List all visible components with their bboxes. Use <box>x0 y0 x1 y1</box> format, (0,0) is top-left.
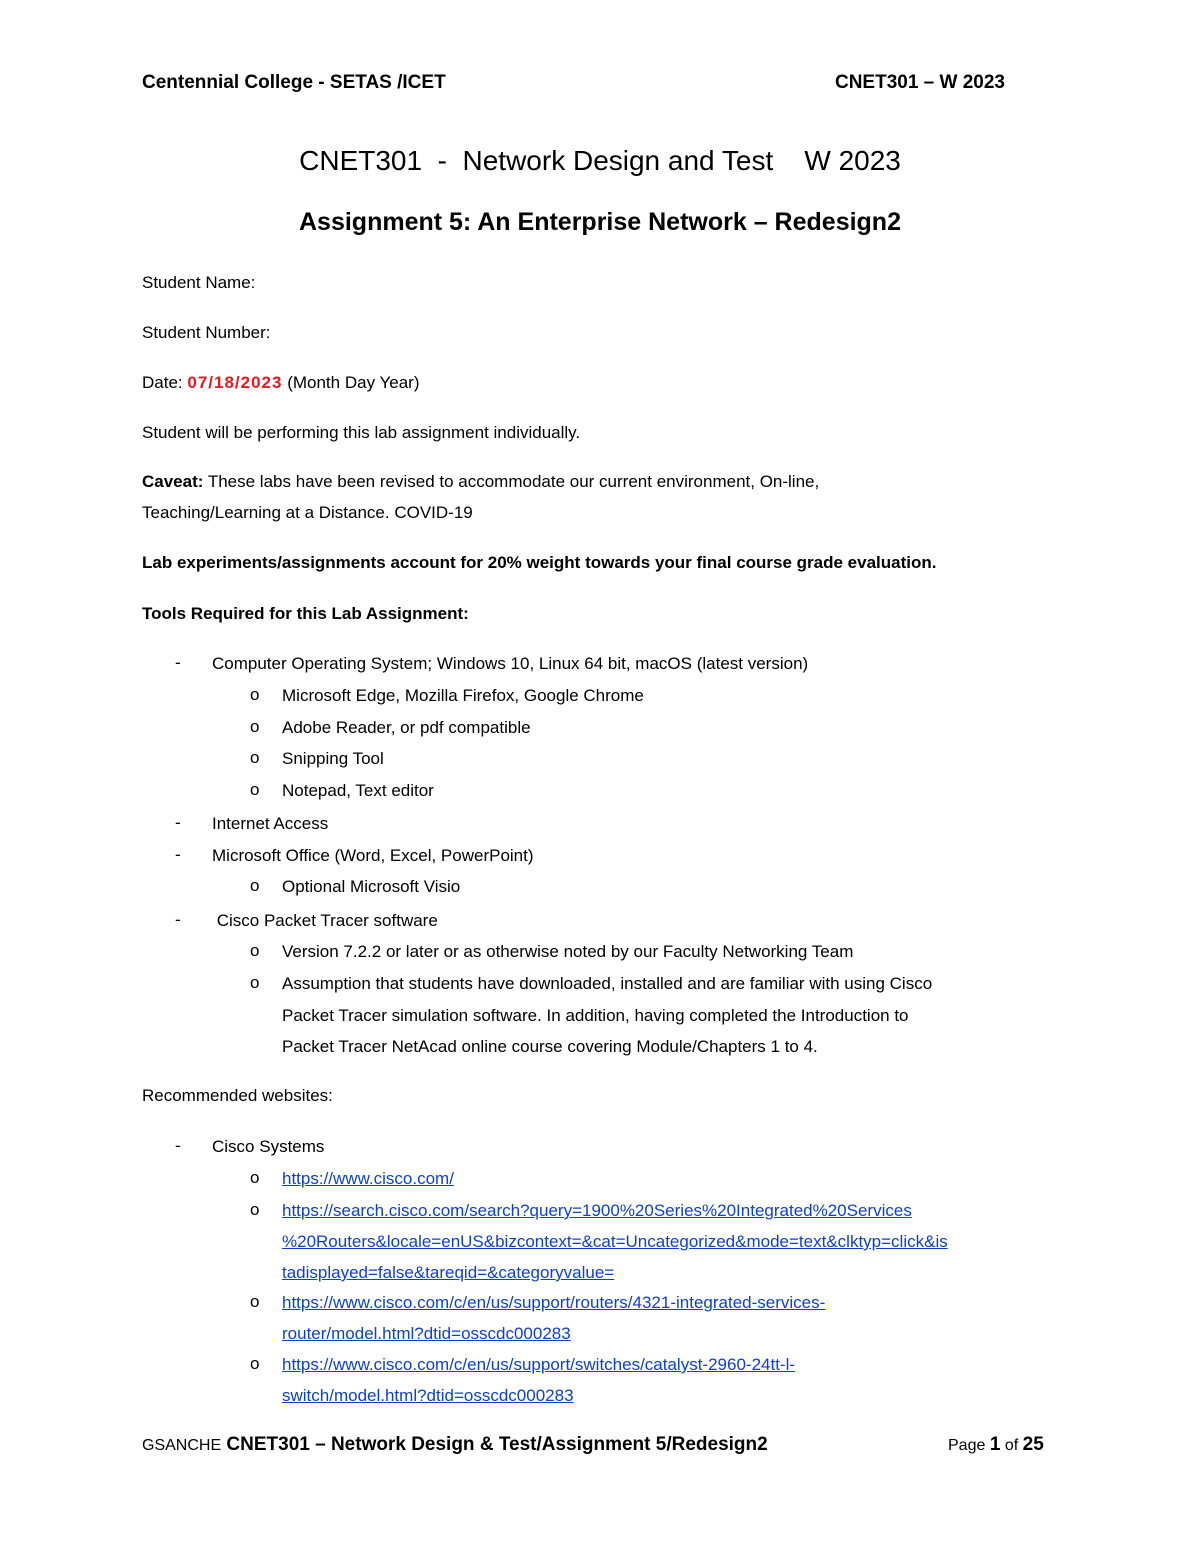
footer-page-total: 25 <box>1022 1434 1044 1455</box>
tool-os: Computer Operating System; Windows 10, Linux 64 bit, macOS (latest version) <box>212 654 809 673</box>
bullet-dash: - <box>175 1136 181 1155</box>
link-cisco-search-3[interactable]: tadisplayed=false&tareqid=&categoryvalue= <box>282 1263 615 1282</box>
caveat-label: Caveat: <box>142 472 204 491</box>
link-cisco-search-2[interactable]: %20Routers&locale=enUS&bizcontext=&cat=Uncategorized&mode=text&clktyp=click&is <box>282 1232 948 1251</box>
bullet-o: o <box>250 941 260 960</box>
websites-heading: Recommended websites: <box>142 1086 333 1105</box>
bullet-o: o <box>250 973 260 992</box>
footer-page-label: Page <box>948 1437 990 1454</box>
link-cisco-router-1[interactable]: https://www.cisco.com/c/en/us/support/routers/4321-integrated-services- <box>282 1293 826 1312</box>
date-line <box>142 372 420 394</box>
link-cisco-search-1[interactable]: https://search.cisco.com/search?query=1900%20Series%20Integrated%20Services <box>282 1201 912 1220</box>
link-cisco-switch-1[interactable]: https://www.cisco.com/c/en/us/support/switches/catalyst-2960-24tt-l- <box>282 1355 796 1374</box>
date-label: Date: <box>142 373 183 392</box>
bullet-o: o <box>250 1200 260 1219</box>
bullet-dash: - <box>175 813 181 832</box>
bullet-o: o <box>250 780 260 799</box>
tool-pdf-reader: Adobe Reader, or pdf compatible <box>282 718 531 737</box>
bullet-o: o <box>250 1168 260 1187</box>
student-name-label: Student Name: <box>142 273 256 292</box>
website-group-cisco: Cisco Systems <box>212 1137 325 1156</box>
tool-notepad: Notepad, Text editor <box>282 781 434 800</box>
bullet-o: o <box>250 1354 260 1373</box>
footer-page-num: 1 <box>989 1434 1001 1455</box>
tool-packet-tracer: Cisco Packet Tracer software <box>212 911 438 930</box>
tool-pt-assumption-3: Packet Tracer NetAcad online course covering Module/Chapters 1 to 4. <box>282 1037 818 1056</box>
bullet-dash: - <box>175 910 181 929</box>
date-format: (Month Day Year) <box>287 373 420 392</box>
tool-office: Microsoft Office (Word, Excel, PowerPoint) <box>212 846 534 865</box>
tool-browsers: Microsoft Edge, Mozilla Firefox, Google Chrome <box>282 686 644 705</box>
assignment-title: Assignment 5: An Enterprise Network – Redesign2 <box>298 208 901 236</box>
tool-pt-assumption-2: Packet Tracer simulation software. In addition, having completed the Introduction to <box>282 1006 909 1025</box>
weight-note: Lab experiments/assignments account for 20% weight towards your final course grade evaluation. <box>142 553 937 572</box>
date-value: 07/18/2023 <box>187 373 283 392</box>
link-cisco-switch-2[interactable]: switch/model.html?dtid=osscdc000283 <box>282 1386 574 1405</box>
tool-pt-assumption-1: Assumption that students have downloaded, installed and are familiar with using Cisco <box>282 974 933 993</box>
course-title: CNET301 - Network Design and Test W 2023 <box>299 145 901 176</box>
footer-doc <box>142 1434 768 1456</box>
bullet-dash: - <box>175 653 181 672</box>
student-number-label: Student Number: <box>142 323 271 342</box>
tools-heading: Tools Required for this Lab Assignment: <box>142 604 469 623</box>
individual-note: Student will be performing this lab assignment individually. <box>142 423 581 442</box>
footer-author: GSANCHE <box>142 1437 222 1454</box>
link-cisco-home[interactable]: https://www.cisco.com/ <box>282 1169 454 1188</box>
tool-visio: Optional Microsoft Visio <box>282 877 461 896</box>
tool-snipping: Snipping Tool <box>282 749 384 768</box>
footer-doc-title: CNET301 – Network Design & Test/Assignment 5/Redesign2 <box>221 1434 768 1455</box>
bullet-dash: - <box>175 845 181 864</box>
bullet-o: o <box>250 876 260 895</box>
bullet-o: o <box>250 717 260 736</box>
link-cisco-router-2[interactable]: router/model.html?dtid=osscdc000283 <box>282 1324 571 1343</box>
header-left: Centennial College - SETAS /ICET <box>142 72 446 93</box>
header-right: CNET301 – W 2023 <box>834 72 1005 93</box>
caveat-line-2: Teaching/Learning at a Distance. COVID-19 <box>142 503 473 522</box>
bullet-o: o <box>250 1292 260 1311</box>
footer-of-label: of <box>1000 1437 1023 1454</box>
caveat-text-1: These labs have been revised to accommodate our current environment, On-line, <box>203 472 820 491</box>
footer-page-number <box>948 1434 1044 1456</box>
tool-internet: Internet Access <box>212 814 329 833</box>
bullet-o: o <box>250 685 260 704</box>
tool-pt-version: Version 7.2.2 or later or as otherwise noted by our Faculty Networking Team <box>282 942 854 961</box>
caveat-line-1 <box>142 471 819 493</box>
bullet-o: o <box>250 748 260 767</box>
